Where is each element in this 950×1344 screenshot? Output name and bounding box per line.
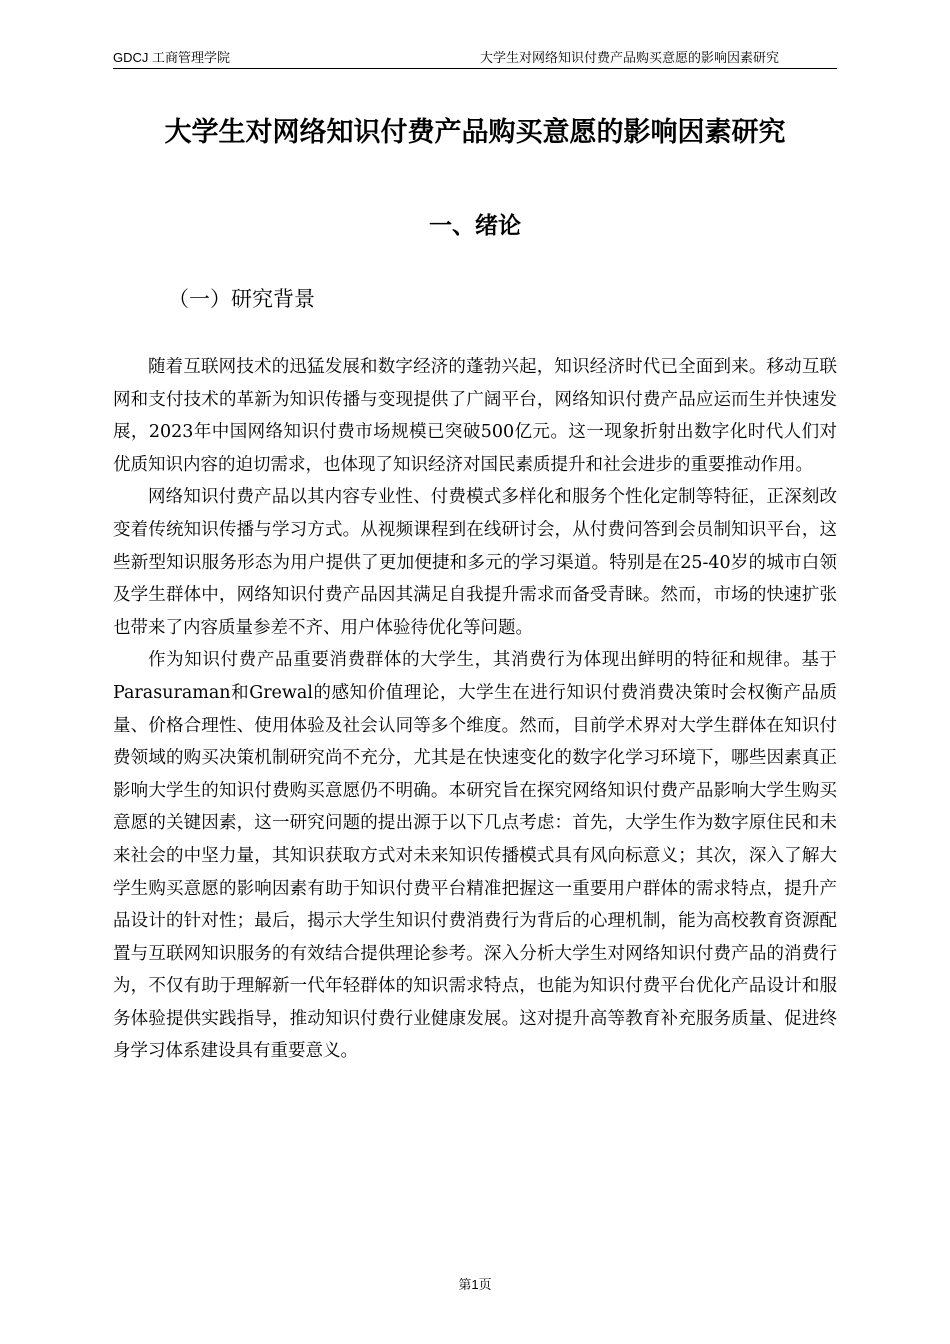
page-number: 第1页 bbox=[458, 1277, 492, 1292]
paragraph: 作为知识付费产品重要消费群体的大学生，其消费行为体现出鲜明的特征和规律。基于Parasuraman和Grewal的感知价值理论，大学生在进行知识付费消费决策时会权衡产品质量、价格合理性、使用体验及社会认同等多个维度。然而，目前学术界对大学生群体在知识付费领域的购买决策机制研究尚不充分，尤其是在快速变化的数字化学习环境下，哪些因素真正影响大学生的知识付费购买意愿仍不明确。本研究旨在探究网络知识付费产品影响大学生购买意愿的关键因素，这一研究问题的提出源于以下几点考虑：首先，大学生作为数字原住民和未来社会的中坚力量，其知识获取方式对未来知识传播模式具有风向标意义；其次，深入了解大学生购买意愿的影响因素有助于知识付费平台精准把握这一重要用户群体的需求特点，提升产品设计的针对性；最后，揭示大学生知识付费消费行为背后的心理机制，能为高校教育资源配置与互联网知识服务的有效结合提供理论参考。深入分析大学生对网络知识付费产品的消费行为，不仅有助于理解新一代年轻群体的知识需求特点，也能为知识付费平台优化产品设计和服务体验提供实践指导，推动知识付费行业健康发展。这对提升高等教育补充服务质量、促进终身学习体系建设具有重要意义。 bbox=[113, 650, 837, 1062]
paragraph: 随着互联网技术的迅猛发展和数字经济的蓬勃兴起，知识经济时代已全面到来。移动互联网和支付技术的革新为知识传播与变现提供了广阔平台，网络知识付费产品应运而生并快速发展，2023年中国网络知识付费市场规模已突破500亿元。这一现象折射出数字化时代人们对优质知识内容的迫切需求，也体现了知识经济对国民素质提升和社会进步的重要推动作用。 bbox=[113, 357, 837, 475]
section-heading: 一、绪论 bbox=[429, 213, 521, 239]
header-paper-title: 大学生对网络知识付费产品购买意愿的影响因素研究 bbox=[479, 50, 779, 65]
paper-title: 大学生对网络知识付费产品购买意愿的影响因素研究 bbox=[164, 117, 786, 148]
subsection-heading: （一）研究背景 bbox=[168, 287, 315, 311]
body-text bbox=[113, 351, 837, 1068]
running-header bbox=[113, 49, 837, 69]
header-institution: GDCJ 工商管理学院 bbox=[113, 50, 231, 65]
paragraph: 网络知识付费产品以其内容专业性、付费模式多样化和服务个性化定制等特征，正深刻改变着传统知识传播与学习方式。从视频课程到在线研讨会，从付费问答到会员制知识平台，这些新型知识服务形态为用户提供了更加便捷和多元的学习渠道。特别是在25-40岁的城市白领及学生群体中，网络知识付费产品因其满足自我提升需求而备受青睐。然而，市场的快速扩张也带来了内容质量参差不齐、用户体验待优化等问题。 bbox=[113, 487, 837, 638]
